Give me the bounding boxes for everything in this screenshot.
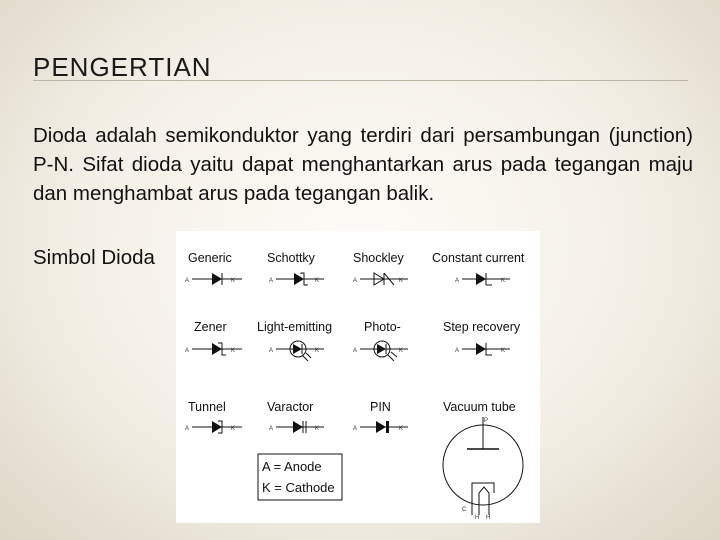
svg-text:K: K bbox=[399, 348, 404, 354]
label-shockley: Shockley bbox=[353, 251, 404, 265]
svg-text:A: A bbox=[185, 278, 190, 284]
label-step-recovery: Step recovery bbox=[443, 320, 521, 334]
title-underline bbox=[33, 80, 688, 81]
svg-text:C: C bbox=[462, 507, 467, 513]
legend-anode: A = Anode bbox=[262, 459, 322, 474]
svg-text:K: K bbox=[315, 278, 320, 284]
svg-text:A: A bbox=[455, 278, 460, 284]
symbol-label: Simbol Dioda bbox=[33, 246, 155, 269]
svg-text:K: K bbox=[315, 348, 320, 354]
label-photo: Photo- bbox=[364, 320, 401, 334]
svg-text:H: H bbox=[475, 515, 480, 521]
svg-text:H: H bbox=[486, 515, 491, 521]
svg-text:K: K bbox=[231, 348, 236, 354]
diode-symbols-figure bbox=[176, 231, 540, 523]
label-zener: Zener bbox=[194, 320, 227, 334]
svg-text:A: A bbox=[185, 348, 190, 354]
legend-cathode: K = Cathode bbox=[262, 480, 335, 495]
svg-text:K: K bbox=[399, 278, 404, 284]
slide-title: PENGERTIAN bbox=[33, 52, 212, 82]
svg-text:K: K bbox=[315, 426, 320, 432]
label-tunnel: Tunnel bbox=[188, 400, 226, 414]
svg-text:K: K bbox=[501, 348, 506, 354]
svg-text:K: K bbox=[501, 278, 506, 284]
svg-text:A: A bbox=[269, 278, 274, 284]
svg-text:A: A bbox=[353, 426, 358, 432]
svg-text:A: A bbox=[455, 348, 460, 354]
label-varactor: Varactor bbox=[267, 400, 314, 414]
vacuum-tube-diode-icon bbox=[443, 417, 523, 515]
svg-text:A: A bbox=[269, 426, 274, 432]
svg-text:A: A bbox=[269, 348, 274, 354]
label-constant-current: Constant current bbox=[432, 251, 525, 265]
svg-text:A: A bbox=[185, 426, 190, 432]
terminal-legend bbox=[258, 454, 342, 500]
svg-text:A: A bbox=[353, 278, 358, 284]
svg-text:A: A bbox=[353, 348, 358, 354]
svg-text:K: K bbox=[231, 278, 236, 284]
label-light-emitting: Light-emitting bbox=[257, 320, 333, 334]
label-generic: Generic bbox=[188, 251, 232, 265]
svg-text:P: P bbox=[484, 418, 489, 424]
diode-symbols-svg bbox=[176, 231, 540, 523]
definition-paragraph: Dioda adalah semikonduktor yang terdiri dari persambungan (junction) P-N. Sifat dioda yaitu dapat menghantarkan arus pada tegangan maju dan menghambat arus pada tegangan balik. bbox=[33, 124, 693, 205]
label-vacuum-tube: Vacuum tube bbox=[443, 400, 516, 414]
svg-text:K: K bbox=[399, 426, 404, 432]
label-schottky: Schottky bbox=[267, 251, 315, 265]
svg-text:K: K bbox=[231, 426, 236, 432]
label-pin: PIN bbox=[370, 400, 391, 414]
